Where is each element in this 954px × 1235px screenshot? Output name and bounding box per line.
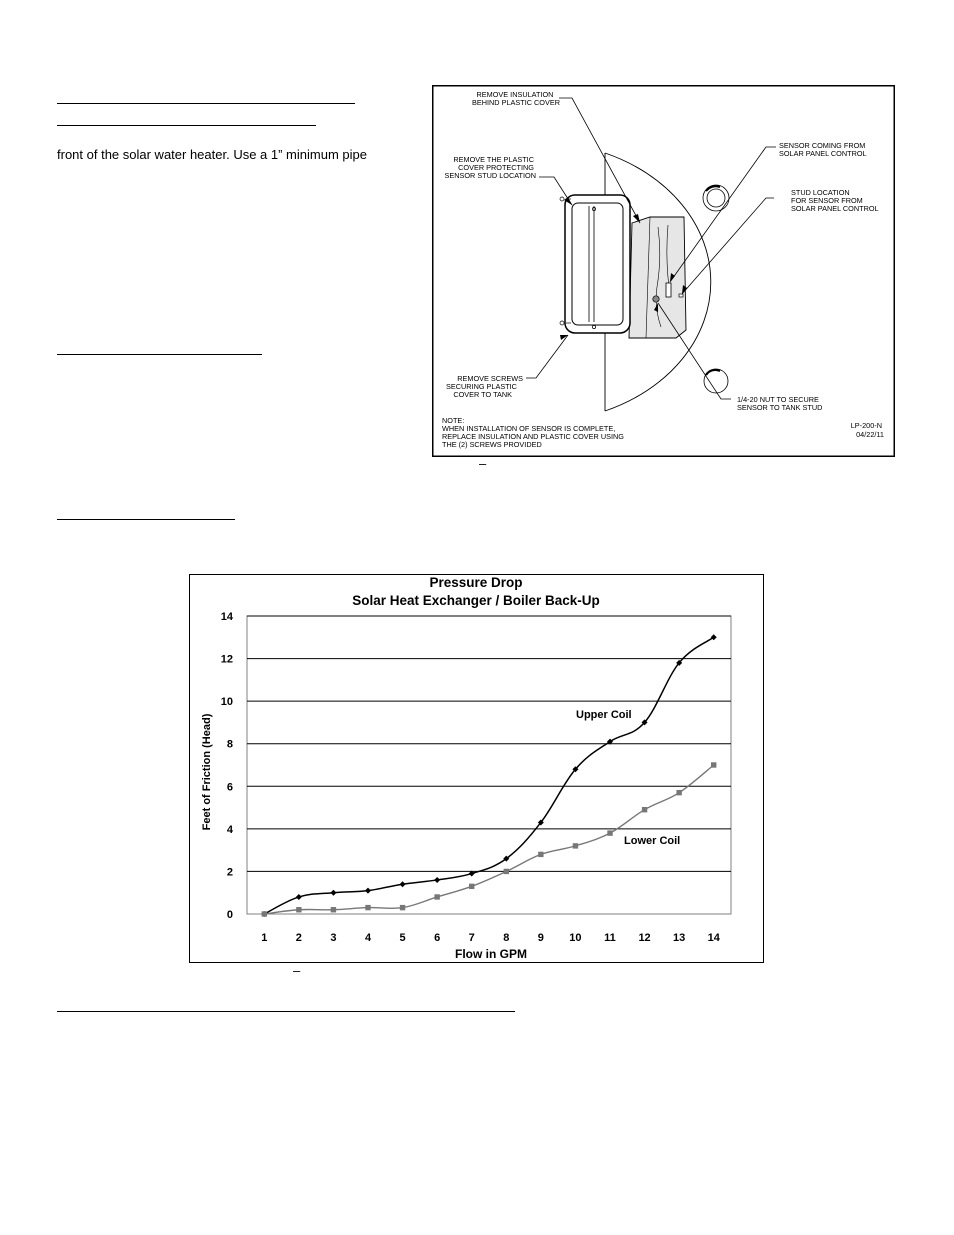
heading-underline-4 — [57, 519, 235, 520]
x-tick-label: 13 — [673, 932, 686, 944]
label-remove-insulation: REMOVE INSULATION BEHIND PLASTIC COVER — [472, 90, 560, 107]
drawing-id: LP-200-N 04/22/11 — [850, 421, 884, 439]
label-stud-location: STUD LOCATION FOR SENSOR FROM SOLAR PANEL CONTROL — [791, 188, 879, 213]
pressure-drop-chart — [189, 574, 764, 963]
heading-underline-3 — [57, 354, 262, 355]
x-tick-label: 4 — [364, 932, 372, 944]
x-tick-label: 10 — [569, 932, 582, 944]
x-tick-label: 11 — [604, 932, 616, 944]
x-tick-label: 9 — [537, 932, 544, 944]
data-point-lower-coil — [504, 869, 509, 874]
y-axis-label: Feet of Friction (Head) — [201, 713, 213, 831]
y-tick-label: 0 — [226, 909, 233, 921]
y-tick-label: 8 — [226, 738, 233, 751]
heading-underline-1 — [57, 103, 355, 104]
data-point-lower-coil — [538, 852, 543, 857]
y-tick-label: 4 — [226, 823, 233, 836]
data-point-lower-coil — [711, 762, 716, 767]
data-point-lower-coil — [642, 807, 647, 812]
heading-underline-5 — [57, 1011, 515, 1012]
x-tick-label: 2 — [295, 932, 302, 944]
note-text: NOTE: WHEN INSTALLATION OF SENSOR IS COMPLETE, REPLACE INSULATION AND PLASTIC COVER USING THE (2) SCREWS PROVIDED — [442, 416, 624, 449]
heading-underline-2 — [57, 125, 316, 126]
data-point-lower-coil — [262, 911, 267, 916]
sensor-body — [666, 283, 671, 297]
plot-area — [247, 616, 731, 914]
data-point-lower-coil — [676, 790, 681, 795]
y-tick-label: 12 — [220, 653, 233, 666]
data-point-lower-coil — [469, 884, 474, 889]
data-point-lower-coil — [573, 843, 578, 848]
data-point-lower-coil — [365, 905, 370, 910]
label-sensor-coming-from: SENSOR COMING FROM SOLAR PANEL CONTROL — [779, 141, 867, 158]
x-tick-label: 7 — [468, 932, 475, 944]
chart-subtitle: Solar Heat Exchanger / Boiler Back-Up — [352, 593, 600, 608]
data-point-lower-coil — [296, 907, 301, 912]
sensor-stud — [679, 294, 683, 297]
figure-1-caption-dash: – — [479, 456, 487, 471]
data-point-lower-coil — [434, 894, 439, 899]
series-label-lower-coil: Lower Coil — [624, 835, 681, 847]
series-label-upper-coil: Upper Coil — [576, 709, 632, 721]
x-tick-label: 3 — [330, 932, 337, 944]
nut — [653, 296, 659, 302]
data-point-lower-coil — [400, 905, 405, 910]
chart-title: Pressure Drop — [429, 575, 523, 590]
x-tick-label: 14 — [707, 932, 720, 944]
x-tick-label: 12 — [638, 932, 651, 944]
y-tick-label: 10 — [220, 696, 233, 709]
insulation-block — [629, 217, 686, 338]
data-point-lower-coil — [331, 907, 336, 912]
x-tick-label: 1 — [261, 932, 268, 944]
figure-2-caption-dash: – — [293, 963, 301, 978]
sensor-installation-diagram — [432, 85, 895, 457]
plastic-cover — [565, 195, 630, 333]
x-tick-label: 6 — [434, 932, 441, 944]
x-tick-label: 5 — [399, 932, 406, 944]
y-tick-label: 14 — [220, 611, 233, 623]
y-tick-label: 6 — [226, 781, 233, 794]
x-axis-label: Flow in GPM — [455, 947, 527, 961]
data-point-lower-coil — [607, 830, 612, 835]
x-tick-label: 8 — [503, 932, 510, 944]
label-remove-plastic-cover: REMOVE THE PLASTIC COVER PROTECTING SENSOR STUD LOCATION — [444, 155, 536, 180]
label-remove-screws: REMOVE SCREWS SECURING PLASTIC COVER TO TANK — [446, 374, 523, 399]
pressure-drop-chart-svg — [189, 574, 764, 963]
y-tick-label: 2 — [226, 866, 233, 879]
label-nut-to-secure: 1/4-20 NUT TO SECURE SENSOR TO TANK STUD — [737, 395, 823, 412]
body-paragraph-line: front of the solar water heater. Use a 1” minimum pipe — [57, 147, 367, 162]
